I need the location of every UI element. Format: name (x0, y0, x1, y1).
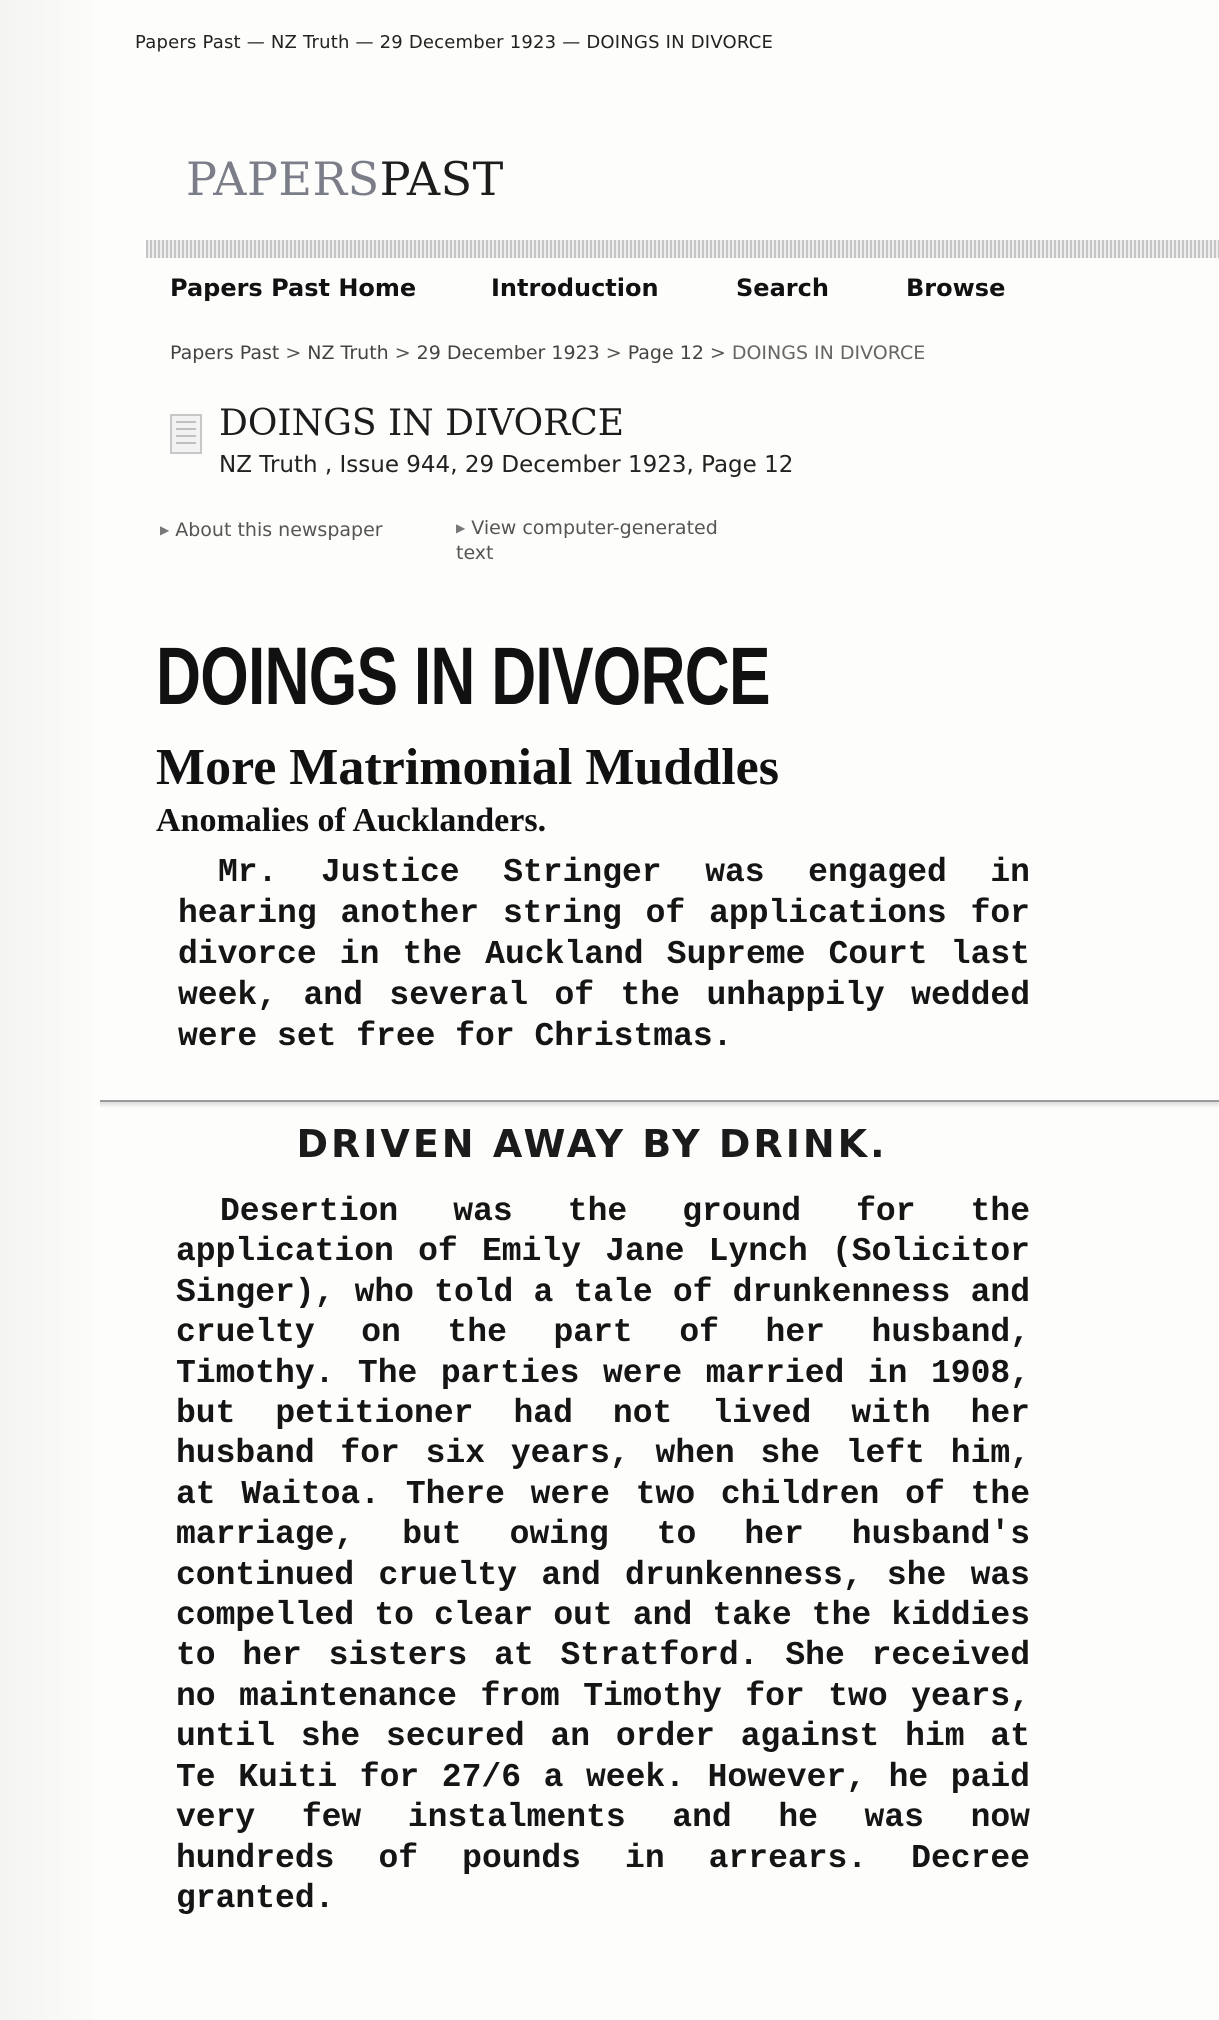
clipping-body-paragraph: Desertion was the ground for the application of Emily Jane Lynch (Solicitor Singer), who told a tale of drunkenness and cruelty on the part of her husband, Timothy. The parties were married in 1908, but petitioner had not lived with her husband for six years, when she left him, at Waitoa. There were two children of the marriage, but owing to her husband's continued cruelty and drunkenness, she was compelled to clear out and take the kiddies to her sisters at Stratford. She received no maintenance from Timothy for two years, until she secured an order against him at Te Kuiti for 27/6 a week. However, he paid very few instalments and he was now hundreds of pounds in arrears. Decree granted. (176, 1193, 1030, 1917)
paperspast-logo[interactable] (186, 152, 504, 206)
breadcrumb-nz-truth[interactable]: NZ Truth (307, 342, 389, 364)
nav-introduction[interactable]: Introduction (491, 274, 659, 302)
breadcrumb (170, 342, 925, 364)
article-document-icon (170, 414, 202, 454)
logo-part-past: PAST (379, 152, 504, 206)
newspaper-clipping-top (152, 630, 1032, 1100)
clipping-subdeck: Anomalies of Aucklanders. (156, 802, 547, 839)
clipping-deck: More Matrimonial Muddles (156, 739, 779, 796)
nav-papers-past-home[interactable]: Papers Past Home (170, 274, 417, 302)
clipping-intro-paragraph: Mr. Justice Stringer was engaged in hearing another string of applications for divorce in the Auckland Supreme Court last week, and several of the unhappily wedded were set free for Christmas. (178, 854, 1030, 1055)
breadcrumb-current: DOINGS IN DIVORCE (731, 342, 926, 364)
nav-browse[interactable]: Browse (906, 274, 1006, 302)
breadcrumb-page[interactable]: Page 12 (627, 342, 704, 364)
page-margin (0, 0, 92, 2020)
about-newspaper-link[interactable] (160, 518, 383, 543)
clipping-headline: DOINGS IN DIVORCE (156, 631, 770, 722)
triangle-right-icon: ▶ (160, 523, 170, 537)
header-divider (146, 240, 1219, 258)
triangle-right-icon: ▶ (456, 521, 466, 535)
logo-part-papers: PAPERS (186, 152, 380, 206)
clipping-fold-shadow (100, 1102, 1219, 1108)
newspaper-clipping-bottom (152, 1112, 1032, 2012)
clipping-section-heading: DRIVEN AWAY BY DRINK. (296, 1122, 888, 1166)
view-text-label: View computer-generated text (456, 517, 718, 564)
breadcrumb-separator: > (394, 342, 411, 364)
breadcrumb-separator: > (605, 342, 622, 364)
breadcrumb-papers-past[interactable]: Papers Past (170, 342, 280, 364)
breadcrumb-date[interactable]: 29 December 1923 (416, 342, 600, 364)
article-citation: NZ Truth , Issue 944, 29 December 1923, Page 12 (219, 452, 794, 478)
about-newspaper-label: About this newspaper (175, 519, 383, 541)
nav-search[interactable]: Search (736, 274, 829, 302)
breadcrumb-separator: > (709, 342, 726, 364)
print-header: Papers Past — NZ Truth — 29 December 1923 — DOINGS IN DIVORCE (135, 32, 774, 53)
view-text-link[interactable] (456, 516, 756, 566)
breadcrumb-separator: > (285, 342, 302, 364)
article-title: DOINGS IN DIVORCE (219, 403, 625, 444)
